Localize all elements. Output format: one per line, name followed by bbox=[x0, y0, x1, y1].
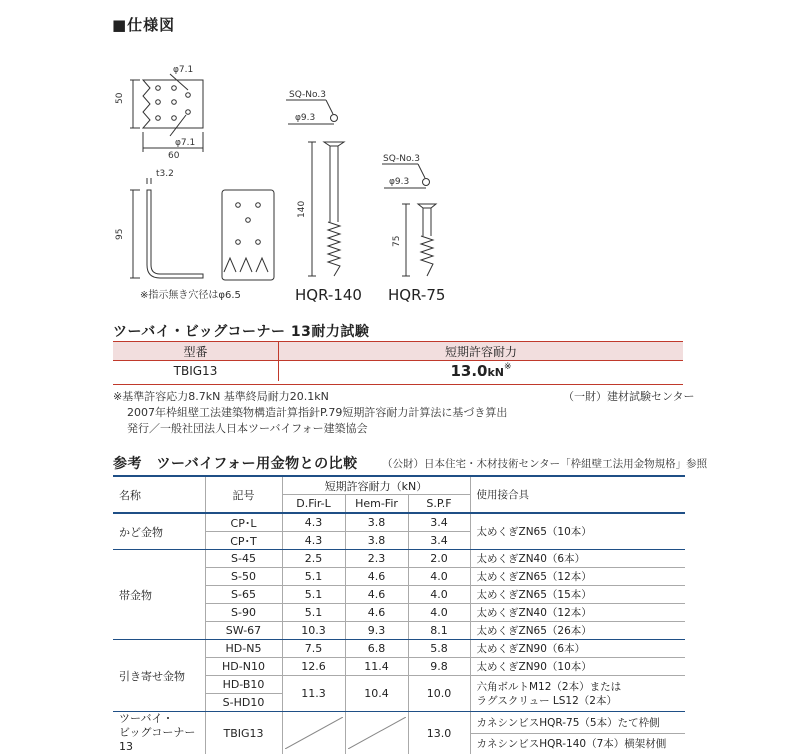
row-connector: 太めくぎZN65（12本） bbox=[470, 568, 685, 586]
hdr-dfir: D.Fir-L bbox=[282, 495, 345, 514]
tb-connector-2: カネシンビスHQR-140（7本）横架材側 bbox=[470, 733, 685, 754]
diagonal-slash bbox=[285, 717, 343, 749]
row-connector: 太めくぎZN65（26本） bbox=[470, 622, 685, 640]
row-hemfir: 4.6 bbox=[345, 604, 408, 622]
table-row bbox=[113, 640, 685, 658]
row-spf: 3.4 bbox=[408, 513, 470, 532]
compare-table bbox=[113, 475, 685, 754]
row-spf: 10.0 bbox=[408, 676, 470, 712]
screw-long-head: SQ-No.3 bbox=[289, 90, 326, 100]
bracket-front-view bbox=[222, 190, 274, 280]
screw-short-length: 75 bbox=[392, 236, 402, 247]
row-spf: 8.1 bbox=[408, 622, 470, 640]
row-dfir: 7.5 bbox=[282, 640, 345, 658]
row-connector: 太めくぎZN40（6本） bbox=[470, 550, 685, 568]
hdr-spf: S.P.F bbox=[408, 495, 470, 514]
hdr-connector: 使用接合具 bbox=[470, 476, 685, 513]
row-hemfir: 6.8 bbox=[345, 640, 408, 658]
row-code: S-50 bbox=[205, 568, 282, 586]
row-connector: 太めくぎZN65（15本） bbox=[470, 586, 685, 604]
row-code: HD-N5 bbox=[205, 640, 282, 658]
screw-short-head: SQ-No.3 bbox=[383, 154, 420, 164]
row-code: CP･T bbox=[205, 532, 282, 550]
row-dfir: 12.6 bbox=[282, 658, 345, 676]
row-hemfir: 4.6 bbox=[345, 568, 408, 586]
row-spf: 4.0 bbox=[408, 568, 470, 586]
table-row bbox=[113, 513, 685, 532]
note-line-1: ※基準許容応力8.7kN 基準終局耐力20.1kN bbox=[113, 389, 329, 405]
row-hemfir: 10.4 bbox=[345, 676, 408, 712]
test-mark: ※ bbox=[504, 362, 512, 372]
row-hemfir: 3.8 bbox=[345, 532, 408, 550]
row-code: S-90 bbox=[205, 604, 282, 622]
dim-height-95: 95 bbox=[115, 229, 125, 240]
note-line-3: 発行／一般社団法人日本ツーバイフォー建築協会 bbox=[127, 421, 368, 437]
group-hiki: 引き寄せ金物 bbox=[113, 640, 205, 712]
compare-ref: （公財）日本住宅・木材技術センター「枠組壁工法用金物規格」参照 bbox=[382, 456, 707, 471]
group-obi: 帯金物 bbox=[113, 550, 205, 640]
row-hemfir: 3.8 bbox=[345, 513, 408, 532]
screw-long-label: HQR-140 bbox=[295, 286, 362, 304]
test-title: ツーバイ・ビッグコーナー 13耐力試験 bbox=[113, 321, 369, 341]
dim-hole-bottom: φ7.1 bbox=[175, 138, 195, 148]
compare-header-row-1 bbox=[113, 476, 685, 495]
row-connector: 太めくぎZN90（10本） bbox=[470, 658, 685, 676]
dim-height-50: 50 bbox=[115, 92, 125, 104]
hdr-code: 記号 bbox=[205, 476, 282, 513]
screw-long-length: 140 bbox=[297, 201, 307, 218]
row-hemfir: 4.6 bbox=[345, 586, 408, 604]
dim-width-60: 60 bbox=[168, 151, 180, 161]
test-unit: kN bbox=[487, 366, 504, 379]
row-hemfir: 11.4 bbox=[345, 658, 408, 676]
row-code: SW-67 bbox=[205, 622, 282, 640]
row-connector: 太めくぎZN40（12本） bbox=[470, 604, 685, 622]
table-row bbox=[113, 550, 685, 568]
row-dfir-empty bbox=[282, 712, 345, 754]
row-spf: 5.8 bbox=[408, 640, 470, 658]
screw-short-label: HQR-75 bbox=[388, 286, 445, 304]
row-dfir: 10.3 bbox=[282, 622, 345, 640]
group-kado: かど金物 bbox=[113, 513, 205, 550]
hole-note: ※指示無き穴径はφ6.5 bbox=[140, 288, 241, 301]
row-code: S-65 bbox=[205, 586, 282, 604]
row-code: S-HD10 bbox=[205, 694, 282, 712]
table-row bbox=[113, 712, 685, 734]
hdr-name: 名称 bbox=[113, 476, 205, 513]
dim-hole-top: φ7.1 bbox=[173, 65, 193, 75]
row-hemfir-empty bbox=[345, 712, 408, 754]
bracket-side-view bbox=[130, 178, 203, 278]
row-spf: 4.0 bbox=[408, 604, 470, 622]
row-dfir: 2.5 bbox=[282, 550, 345, 568]
note-line-2: 2007年枠組壁工法建築物構造計算指針P.79短期許容耐力計算法に基づき算出 bbox=[127, 405, 507, 421]
test-value: 13.0 bbox=[450, 362, 487, 380]
test-bottom-rule bbox=[113, 384, 683, 385]
group-tb-line-2: ビッグコーナー 13 bbox=[119, 726, 203, 754]
col-strength-header: 短期許容耐力 bbox=[279, 342, 684, 361]
screw-long-diameter: φ9.3 bbox=[295, 113, 315, 123]
test-header-row bbox=[113, 342, 683, 361]
note-org: （一財）建材試験センター bbox=[563, 389, 695, 405]
row-dfir: 4.3 bbox=[282, 532, 345, 550]
kado-connector: 太めくぎZN65（10本） bbox=[470, 513, 685, 550]
compare-title: 参考 ツーバイフォー用金物との比較 bbox=[113, 453, 358, 473]
row-hemfir: 2.3 bbox=[345, 550, 408, 568]
test-data-row bbox=[113, 361, 683, 382]
test-model: TBIG13 bbox=[113, 361, 279, 382]
hd-connector-line-1: 六角ボルトM12（2本）または bbox=[477, 680, 684, 694]
row-spf: 13.0 bbox=[408, 712, 470, 754]
row-spf: 2.0 bbox=[408, 550, 470, 568]
row-dfir: 5.1 bbox=[282, 568, 345, 586]
row-spf: 4.0 bbox=[408, 586, 470, 604]
test-value-cell bbox=[279, 361, 684, 382]
hd-connector bbox=[470, 676, 685, 712]
row-spf: 9.8 bbox=[408, 658, 470, 676]
row-connector: 太めくぎZN90（6本） bbox=[470, 640, 685, 658]
section-title: ■仕様図 bbox=[112, 14, 175, 35]
hd-connector-line-2: ラグスクリュー LS12（2本） bbox=[477, 694, 684, 708]
row-code: S-45 bbox=[205, 550, 282, 568]
row-dfir: 11.3 bbox=[282, 676, 345, 712]
screw-hqr-140 bbox=[286, 100, 344, 276]
hdr-strength: 短期許容耐力（kN） bbox=[282, 476, 470, 495]
diagonal-slash bbox=[348, 717, 406, 749]
row-hemfir: 9.3 bbox=[345, 622, 408, 640]
row-dfir: 4.3 bbox=[282, 513, 345, 532]
tb-connector-1: カネシンビスHQR-75（5本）たて枠側 bbox=[470, 712, 685, 734]
hdr-hemfir: Hem-Fir bbox=[345, 495, 408, 514]
row-code: HD-B10 bbox=[205, 676, 282, 694]
dim-thickness: t3.2 bbox=[156, 169, 174, 179]
row-spf: 3.4 bbox=[408, 532, 470, 550]
row-code: CP･L bbox=[205, 513, 282, 532]
group-tb bbox=[113, 712, 205, 754]
test-table bbox=[113, 342, 683, 381]
screw-short-diameter: φ9.3 bbox=[389, 177, 409, 187]
col-model-header: 型番 bbox=[113, 342, 279, 361]
row-dfir: 5.1 bbox=[282, 586, 345, 604]
group-tb-line-1: ツーバイ・ bbox=[119, 712, 203, 726]
row-code: HD-N10 bbox=[205, 658, 282, 676]
row-dfir: 5.1 bbox=[282, 604, 345, 622]
spec-drawing bbox=[100, 50, 460, 310]
row-code: TBIG13 bbox=[205, 712, 282, 754]
